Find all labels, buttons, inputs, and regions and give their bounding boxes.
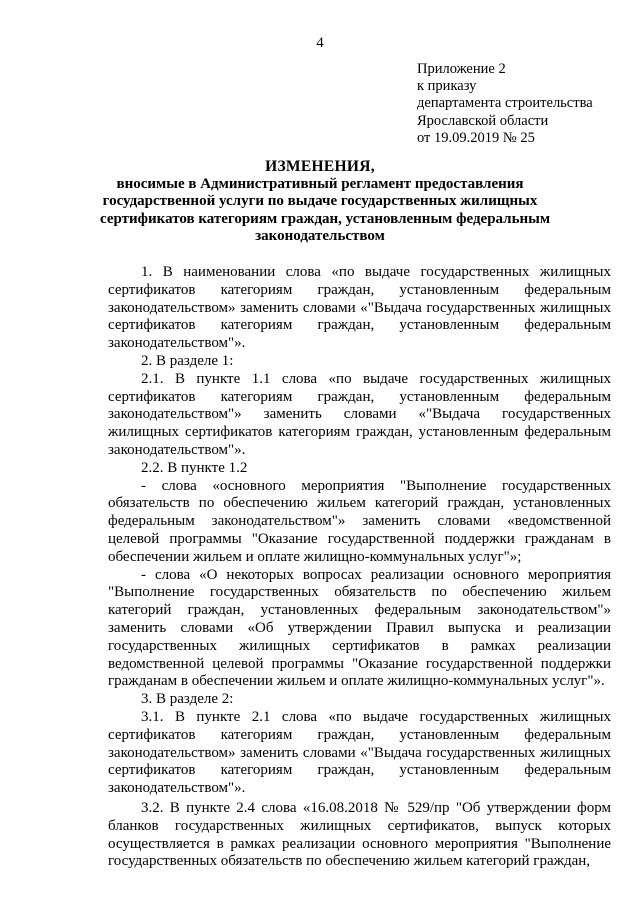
appendix-line: департамента строительства bbox=[417, 95, 593, 112]
heading-subtitle-line: государственной услуги по выдаче государственных жилищных bbox=[102, 193, 538, 209]
body-paragraph: 3.2. В пункте 2.4 слова «16.08.2018 № 529/пр "Об утверждении форм бланков государственных жилищных сертификатов, выпуск которых осуществляется в рамках реализации основного мероприятия "Выполнение государственных обязательств по обеспечению жильем категорий граждан, bbox=[108, 799, 611, 870]
appendix-line: Ярославской области bbox=[417, 112, 549, 129]
body-paragraph: - слова «О некоторых вопросах реализации основного мероприятия "Выполнение государственных обязательств по обеспечению жильем категорий граждан, установленных федеральным законодательством"» заменить словами «Об утверждении Правил выпуска и реализации государственных жилищных сертификатов в рамках реализации ведомственной целевой программы "Оказание государственной поддержки гражданам в обеспечении жильем и оплате жилищно-коммунальных услуг"». bbox=[108, 566, 611, 690]
heading-title: ИЗМЕНЕНИЯ, bbox=[265, 158, 375, 175]
body-paragraph: 2.2. В пункте 1.2 bbox=[141, 459, 248, 476]
body-paragraph: 2.1. В пункте 1.1 слова «по выдаче государственных жилищных сертификатов категориям граждан, установленным федеральным законодательством"» заменить словами «"Выдача государственных жилищных сертификатов категориям граждан, установленным федеральным законодательством"». bbox=[108, 370, 611, 458]
heading-subtitle-line: сертификатов категориям граждан, установленным федеральным bbox=[100, 210, 551, 227]
body-paragraph: 2. В разделе 1: bbox=[141, 352, 234, 369]
heading-subtitle-line: законодательством bbox=[255, 228, 385, 244]
body-paragraph: 3.1. В пункте 2.1 слова «по выдаче государственных жилищных сертификатов категориям граждан, установленным федеральным законодательством» заменить словами «"Выдача государственных жилищных сертификатов категориям граждан, установленным федеральным законодательством"». bbox=[108, 708, 611, 797]
body-paragraph: 3. В разделе 2: bbox=[141, 691, 234, 708]
document-body bbox=[108, 264, 611, 871]
page-number: 4 bbox=[316, 35, 324, 51]
appendix-block bbox=[417, 61, 632, 147]
appendix-line: к приказу bbox=[417, 78, 477, 95]
heading-subtitle-line: вносимые в Административный регламент предоставления bbox=[116, 175, 524, 192]
body-paragraph: 1. В наименовании слова «по выдаче государственных жилищных сертификатов категориям граждан, установленным федеральным законодательством» заменить словами «"Выдача государственных жилищных сертификатов категориям граждан, установленным федеральным законодательством"». bbox=[108, 264, 611, 352]
appendix-line: от 19.09.2019 № 25 bbox=[417, 129, 535, 146]
document-heading bbox=[100, 158, 551, 246]
body-paragraph: - слова «основного мероприятия "Выполнение государственных обязательств по обеспечению жильем категорий граждан, установленных федеральным законодательством"» заменить словами «ведомственной целевой программы "Оказание государственной поддержки гражданам в обеспечении жильем и оплате жилищно-коммунальных услуг"»; bbox=[108, 477, 611, 565]
appendix-line: Приложение 2 bbox=[417, 61, 506, 77]
